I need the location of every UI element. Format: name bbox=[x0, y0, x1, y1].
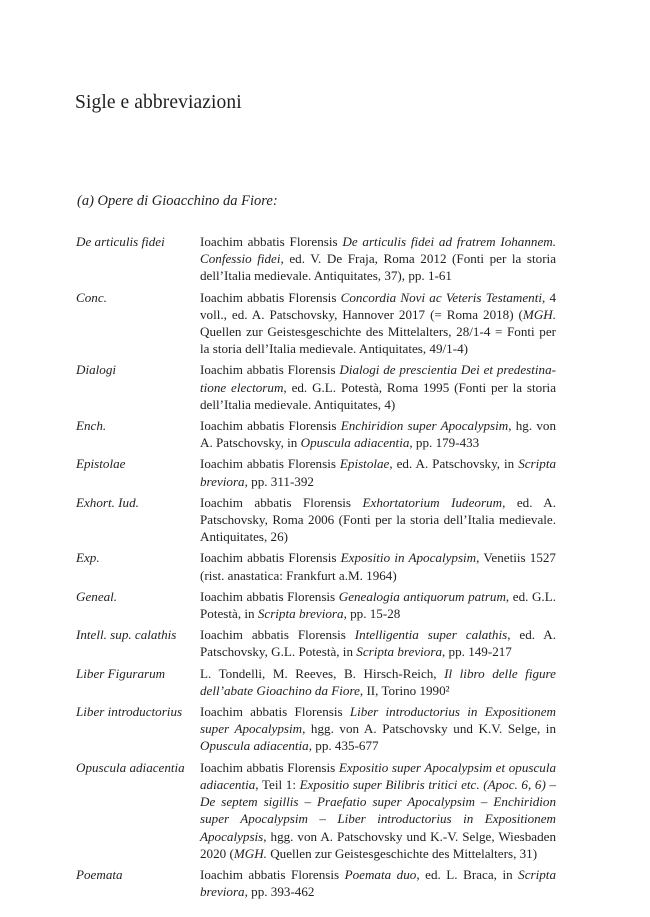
citation-text: , ed. G.L. Potestà, Roma 1995 (Fonti per la storia dell’Italia medievale. Antiquitates, 4) bbox=[200, 379, 557, 412]
abbreviation-term: Ench. bbox=[76, 418, 107, 434]
abbreviation-definition bbox=[200, 289, 556, 358]
citation-text: Ioachim abbatis Florensis bbox=[200, 362, 340, 378]
abbreviation-entry bbox=[76, 588, 556, 622]
italic-title: Opuscula adiacentia bbox=[300, 435, 410, 451]
italic-title: Scripta breviora bbox=[200, 866, 556, 900]
abbreviation-term: De articulis fidei bbox=[76, 234, 165, 249]
citation-text: , ed. A. Patschovsky, Roma 2006 (Fonti per la storia dell’Italia medievale. Antiquitates, 26) bbox=[200, 494, 556, 545]
abbreviation-entry bbox=[76, 361, 556, 413]
citation-text: Ioachim abbatis Florensis bbox=[200, 759, 339, 775]
italic-title: MGH. bbox=[233, 845, 267, 861]
citation-text: Ioachim abbatis Florensis bbox=[200, 234, 343, 249]
abbreviation-term: Liber Figurarum bbox=[76, 665, 166, 681]
italic-title: Genealogia antiquorum patrum bbox=[338, 588, 506, 604]
abbreviation-entry bbox=[76, 549, 556, 583]
abbreviation-definition bbox=[200, 455, 556, 489]
citation-text: , hgg. von A. Patschovsky und K.V. Selge, in bbox=[302, 721, 556, 737]
abbreviation-entry bbox=[76, 759, 556, 862]
italic-title: Il libro delle figure dell’abate Gioachino da Fiore bbox=[200, 665, 556, 698]
citation-text: Ioachim abbatis Florensis bbox=[200, 550, 341, 566]
italic-title: Scripta breviora bbox=[257, 606, 344, 622]
abbreviation-definition bbox=[200, 759, 556, 862]
citation-text: , pp. 393-462 bbox=[244, 884, 315, 900]
citation-text: Ioachim abbatis Florensis bbox=[200, 627, 355, 643]
citation-text: Ioachim abbatis Florensis bbox=[200, 866, 345, 882]
abbreviation-term: Liber introductorius bbox=[76, 704, 183, 720]
citation-text: , ed. A. Patschovsky, G.L. Potestà, in bbox=[200, 627, 556, 660]
citation-text: Ioachim abbatis Florensis bbox=[200, 418, 341, 434]
page-title: Sigle e abbreviazioni bbox=[75, 92, 242, 113]
citation-text: , II, Torino 1990² bbox=[359, 682, 450, 698]
citation-text: , Venetiis 1527 (rist. anastatica: Frankfurt a.M. 1964) bbox=[200, 550, 556, 583]
italic-title: Expositio super Apocalypsim et opuscula adiacentia bbox=[200, 759, 557, 792]
abbreviation-definition bbox=[200, 626, 556, 660]
italic-title: Expositio super Bilibris tritici etc. (Apoc. 6, 6) – De septem sigillis – Praefatio super Apocalypsim – Enchiridion super Apocalypsim – Liber introductorius in Expositionem Apocalypsis bbox=[200, 776, 556, 844]
italic-title: Expositio in Apocalypsim bbox=[340, 550, 477, 566]
abbreviation-definition bbox=[200, 588, 556, 622]
abbreviation-entry bbox=[76, 494, 556, 546]
citation-text: , pp. 311-392 bbox=[244, 473, 314, 489]
abbreviation-term: Epistolae bbox=[76, 456, 126, 472]
italic-title: Liber introductorius in Expositionem super Apocalypsim bbox=[200, 704, 556, 737]
abbreviation-entry bbox=[76, 665, 556, 699]
citation-text: L. Tondelli, M. Reeves, B. Hirsch-Reich, bbox=[200, 665, 445, 681]
abbreviation-term: Conc. bbox=[76, 289, 107, 305]
italic-title: Exhortatorium Iudeorum bbox=[362, 494, 503, 510]
abbreviation-entry bbox=[76, 289, 556, 358]
abbreviation-definition bbox=[200, 549, 556, 583]
citation-text: , ed. A. Patschovsky, in bbox=[389, 456, 519, 472]
abbreviation-definition bbox=[200, 866, 556, 900]
abbreviation-entry bbox=[76, 455, 556, 489]
italic-title: Enchiridion super Apocalypsim bbox=[340, 418, 509, 434]
citation-text: , 4 voll., ed. A. Patschovsky, Hannover 2017 (= Roma 2018) ( bbox=[200, 289, 556, 322]
citation-text: , hg. von A. Patschovsky, in bbox=[200, 418, 557, 451]
abbreviation-entry bbox=[76, 233, 556, 285]
italic-title: Opuscula adiacentia bbox=[200, 738, 309, 754]
abbreviation-term: Dialogi bbox=[76, 362, 117, 378]
italic-title: Intelligentia super calathis bbox=[354, 627, 508, 643]
italic-title: Dialogi de prescientia Dei et predestinatione electorum bbox=[200, 362, 556, 395]
abbreviation-definition bbox=[200, 417, 556, 451]
citation-text: , pp. 179-433 bbox=[409, 435, 480, 451]
abbreviation-entry bbox=[76, 866, 556, 900]
abbreviation-list bbox=[76, 233, 556, 904]
italic-title: Poemata duo bbox=[344, 866, 417, 882]
section-heading: (a) Opere di Gioacchino da Fiore: bbox=[77, 193, 278, 209]
citation-text: , Teil 1: bbox=[255, 776, 300, 792]
italic-title: Scripta breviora bbox=[356, 644, 442, 660]
abbreviation-entry bbox=[76, 703, 556, 755]
abbreviation-term: Exp. bbox=[76, 550, 100, 566]
citation-text: Ioachim abbatis Florensis bbox=[200, 588, 339, 604]
citation-text: , hgg. von A. Patschovsky und K.-V. Selge, Wiesbaden 2020 ( bbox=[200, 828, 556, 861]
citation-text: Quellen zur Geistesgeschichte des Mittelalters, 28/1-4 = Fonti per la storia dell’Italia medievale. Antiquitates, 49/1-4) bbox=[200, 324, 556, 357]
abbreviation-term: Geneal. bbox=[76, 588, 118, 604]
citation-text: Ioachim abbatis Florensis bbox=[200, 456, 340, 472]
abbreviation-term: Exhort. Iud. bbox=[76, 494, 139, 510]
abbreviation-definition bbox=[200, 703, 556, 755]
italic-title: MGH. bbox=[522, 306, 556, 322]
citation-text: , pp. 435-677 bbox=[308, 738, 379, 754]
abbreviation-definition bbox=[200, 361, 556, 413]
citation-text: Ioachim abbatis Florensis bbox=[200, 704, 350, 720]
citation-text: Ioachim abbatis Florensis bbox=[200, 289, 341, 305]
citation-text: , ed. L. Braca, in bbox=[416, 866, 519, 882]
abbreviation-entry bbox=[76, 626, 556, 660]
citation-text: , ed. V. De Fraja, Roma 2012 (Fonti per la storia dell’Italia medievale. Antiquitates, 37), pp. 1-61 bbox=[200, 251, 557, 284]
italic-title: De articulis fidei ad fratrem Iohannem. Confessio fidei bbox=[200, 234, 556, 267]
abbreviation-term: Poemata bbox=[76, 866, 123, 882]
citation-text: , ed. G.L. Potestà, in bbox=[200, 588, 556, 622]
citation-text: Ioachim abbatis Florensis bbox=[200, 494, 363, 510]
abbreviation-definition bbox=[200, 665, 556, 699]
abbreviation-entry bbox=[76, 417, 556, 451]
citation-text: , pp. 149-217 bbox=[442, 644, 512, 660]
abbreviation-definition bbox=[200, 233, 556, 285]
abbreviation-term: Intell. sup. calathis bbox=[76, 627, 177, 643]
citation-text: , pp. 15-28 bbox=[343, 606, 401, 622]
italic-title: Scripta breviora bbox=[200, 456, 557, 489]
abbreviation-definition bbox=[200, 494, 556, 546]
italic-title: Concordia Novi ac Veteris Testamenti bbox=[340, 289, 542, 305]
citation-text: Quellen zur Geistesgeschichte des Mittelalters, 31) bbox=[266, 845, 538, 861]
abbreviation-term: Opuscula adiacentia bbox=[76, 759, 185, 775]
italic-title: Epistolae bbox=[339, 456, 390, 472]
